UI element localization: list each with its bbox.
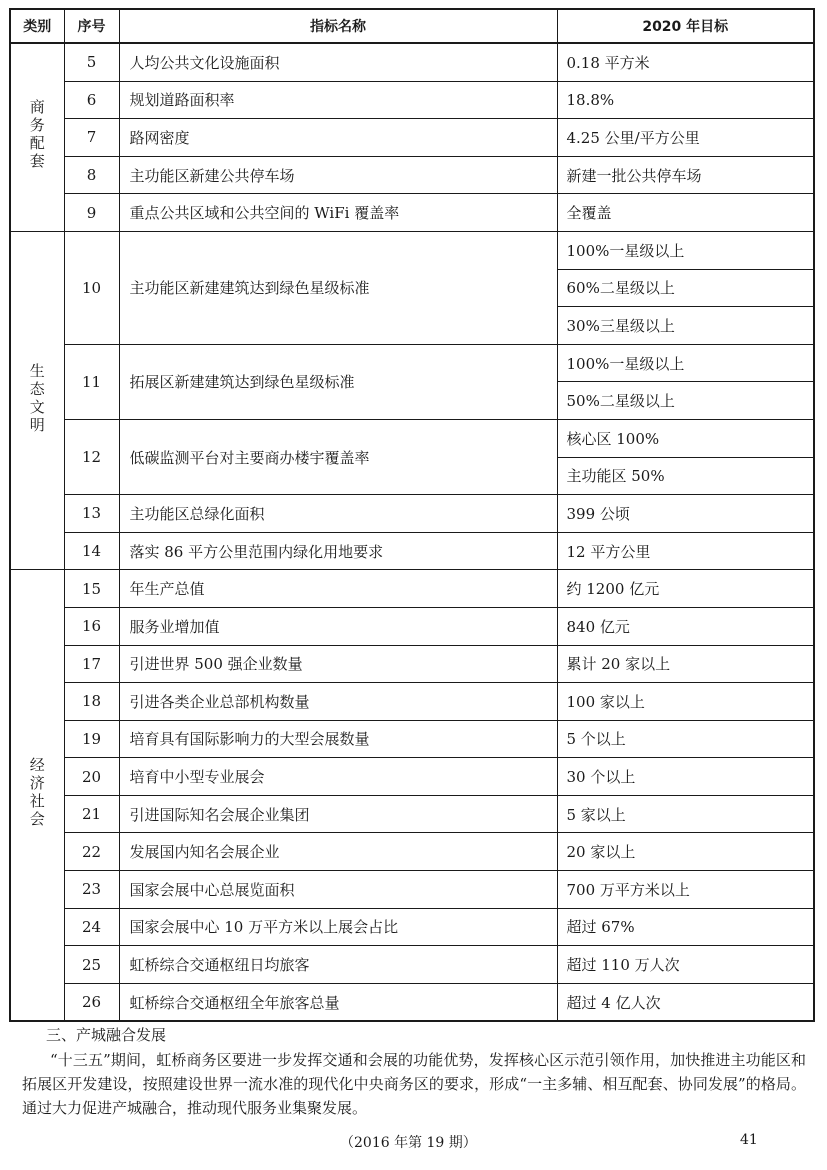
table-row <box>10 871 814 909</box>
header-no: 序号 <box>64 9 119 43</box>
row-number: 17 <box>64 645 119 683</box>
target-value: 新建一批公共停车场 <box>557 156 814 194</box>
target-value: 50%二星级以上 <box>557 382 814 420</box>
target-value: 18.8% <box>557 81 814 119</box>
target-value: 约 1200 亿元 <box>557 570 814 608</box>
row-number: 18 <box>64 683 119 721</box>
indicator-name: 人均公共文化设施面积 <box>119 43 557 81</box>
indicator-name: 主功能区总绿化面积 <box>119 495 557 533</box>
page-number: 41 <box>740 1132 758 1148</box>
table-row <box>10 946 814 984</box>
indicator-name: 虹桥综合交通枢纽全年旅客总量 <box>119 983 557 1021</box>
table-row <box>10 344 814 382</box>
indicator-name: 虹桥综合交通枢纽日均旅客 <box>119 946 557 984</box>
section-heading: 三、产城融合发展 <box>46 1026 167 1044</box>
footer-issue: （2016 年第 19 期） <box>340 1135 477 1151</box>
row-number: 21 <box>64 795 119 833</box>
table-body <box>10 43 814 1021</box>
row-number: 6 <box>64 81 119 119</box>
row-number: 12 <box>64 419 119 494</box>
indicator-name: 国家会展中心总展览面积 <box>119 871 557 909</box>
category-label: 生态文明 <box>27 362 46 435</box>
target-value: 100 家以上 <box>557 683 814 721</box>
indicator-name: 引进世界 500 强企业数量 <box>119 645 557 683</box>
target-value: 399 公顷 <box>557 495 814 533</box>
row-number: 13 <box>64 495 119 533</box>
indicator-name: 引进国际知名会展企业集团 <box>119 795 557 833</box>
target-value: 100%一星级以上 <box>557 344 814 382</box>
target-value: 100%一星级以上 <box>557 231 814 269</box>
row-number: 25 <box>64 946 119 984</box>
table-row <box>10 156 814 194</box>
table-header-row <box>10 9 814 43</box>
category-cell <box>10 231 64 569</box>
table-row <box>10 683 814 721</box>
target-value: 超过 4 亿人次 <box>557 983 814 1021</box>
table-row <box>10 607 814 645</box>
table-row <box>10 43 814 81</box>
target-value: 4.25 公里/平方公里 <box>557 119 814 157</box>
indicator-name: 路网密度 <box>119 119 557 157</box>
category-cell <box>10 570 64 1022</box>
table-row <box>10 645 814 683</box>
table-row <box>10 81 814 119</box>
category-label: 经济社会 <box>27 757 46 830</box>
row-number: 26 <box>64 983 119 1021</box>
table-row <box>10 532 814 570</box>
indicator-name: 年生产总值 <box>119 570 557 608</box>
indicator-name: 拓展区新建建筑达到绿色星级标准 <box>119 344 557 419</box>
target-value: 核心区 100% <box>557 419 814 457</box>
indicator-name: 培育中小型专业展会 <box>119 758 557 796</box>
row-number: 16 <box>64 607 119 645</box>
row-number: 11 <box>64 344 119 419</box>
target-value: 12 平方公里 <box>557 532 814 570</box>
table-row <box>10 833 814 871</box>
table-row <box>10 231 814 269</box>
target-value: 全覆盖 <box>557 194 814 232</box>
indicator-name: 发展国内知名会展企业 <box>119 833 557 871</box>
row-number: 14 <box>64 532 119 570</box>
target-value: 20 家以上 <box>557 833 814 871</box>
indicator-name: 重点公共区域和公共空间的 WiFi 覆盖率 <box>119 194 557 232</box>
target-value: 5 家以上 <box>557 795 814 833</box>
section-paragraph: “十三五”期间，虹桥商务区要进一步发挥交通和会展的功能优势，发挥核心区示范引领作用，加快推进主功能区和拓展区开发建设，按照建设世界一流水准的现代化中央商务区的要求，形成“一主多辅、相互配套、协同发展”的格局。通过大力促进产城融合，推动现代服务业集聚发展。 <box>22 1051 806 1117</box>
target-value: 累计 20 家以上 <box>557 645 814 683</box>
row-number: 9 <box>64 194 119 232</box>
row-number: 5 <box>64 43 119 81</box>
row-number: 8 <box>64 156 119 194</box>
table-row <box>10 119 814 157</box>
target-value: 5 个以上 <box>557 720 814 758</box>
target-value: 0.18 平方米 <box>557 43 814 81</box>
row-number: 23 <box>64 871 119 909</box>
table-row <box>10 570 814 608</box>
row-number: 15 <box>64 570 119 608</box>
row-number: 10 <box>64 231 119 344</box>
indicator-name: 主功能区新建公共停车场 <box>119 156 557 194</box>
indicator-name: 服务业增加值 <box>119 607 557 645</box>
table-row <box>10 758 814 796</box>
row-number: 24 <box>64 908 119 946</box>
table-row <box>10 419 814 457</box>
indicator-name: 规划道路面积率 <box>119 81 557 119</box>
indicator-name: 培育具有国际影响力的大型会展数量 <box>119 720 557 758</box>
target-value: 30 个以上 <box>557 758 814 796</box>
target-value: 60%二星级以上 <box>557 269 814 307</box>
indicator-name: 低碳监测平台对主要商办楼宇覆盖率 <box>119 419 557 494</box>
target-value: 超过 110 万人次 <box>557 946 814 984</box>
table-row <box>10 194 814 232</box>
header-category: 类别 <box>10 9 64 43</box>
header-name: 指标名称 <box>119 9 557 43</box>
category-label: 商务配套 <box>27 99 46 172</box>
row-number: 20 <box>64 758 119 796</box>
table-row <box>10 495 814 533</box>
indicator-name: 主功能区新建建筑达到绿色星级标准 <box>119 231 557 344</box>
category-cell <box>10 43 64 231</box>
table-row <box>10 908 814 946</box>
target-value: 840 亿元 <box>557 607 814 645</box>
target-value: 30%三星级以上 <box>557 307 814 345</box>
table-row <box>10 983 814 1021</box>
indicator-name: 国家会展中心 10 万平方米以上展会占比 <box>119 908 557 946</box>
row-number: 22 <box>64 833 119 871</box>
table-row <box>10 795 814 833</box>
target-value: 超过 67% <box>557 908 814 946</box>
indicator-name: 引进各类企业总部机构数量 <box>119 683 557 721</box>
target-value: 700 万平方米以上 <box>557 871 814 909</box>
indicator-table <box>9 8 815 1022</box>
header-target: 2020 年目标 <box>557 9 814 43</box>
row-number: 7 <box>64 119 119 157</box>
target-value: 主功能区 50% <box>557 457 814 495</box>
row-number: 19 <box>64 720 119 758</box>
indicator-name: 落实 86 平方公里范围内绿化用地要求 <box>119 532 557 570</box>
table-row <box>10 720 814 758</box>
